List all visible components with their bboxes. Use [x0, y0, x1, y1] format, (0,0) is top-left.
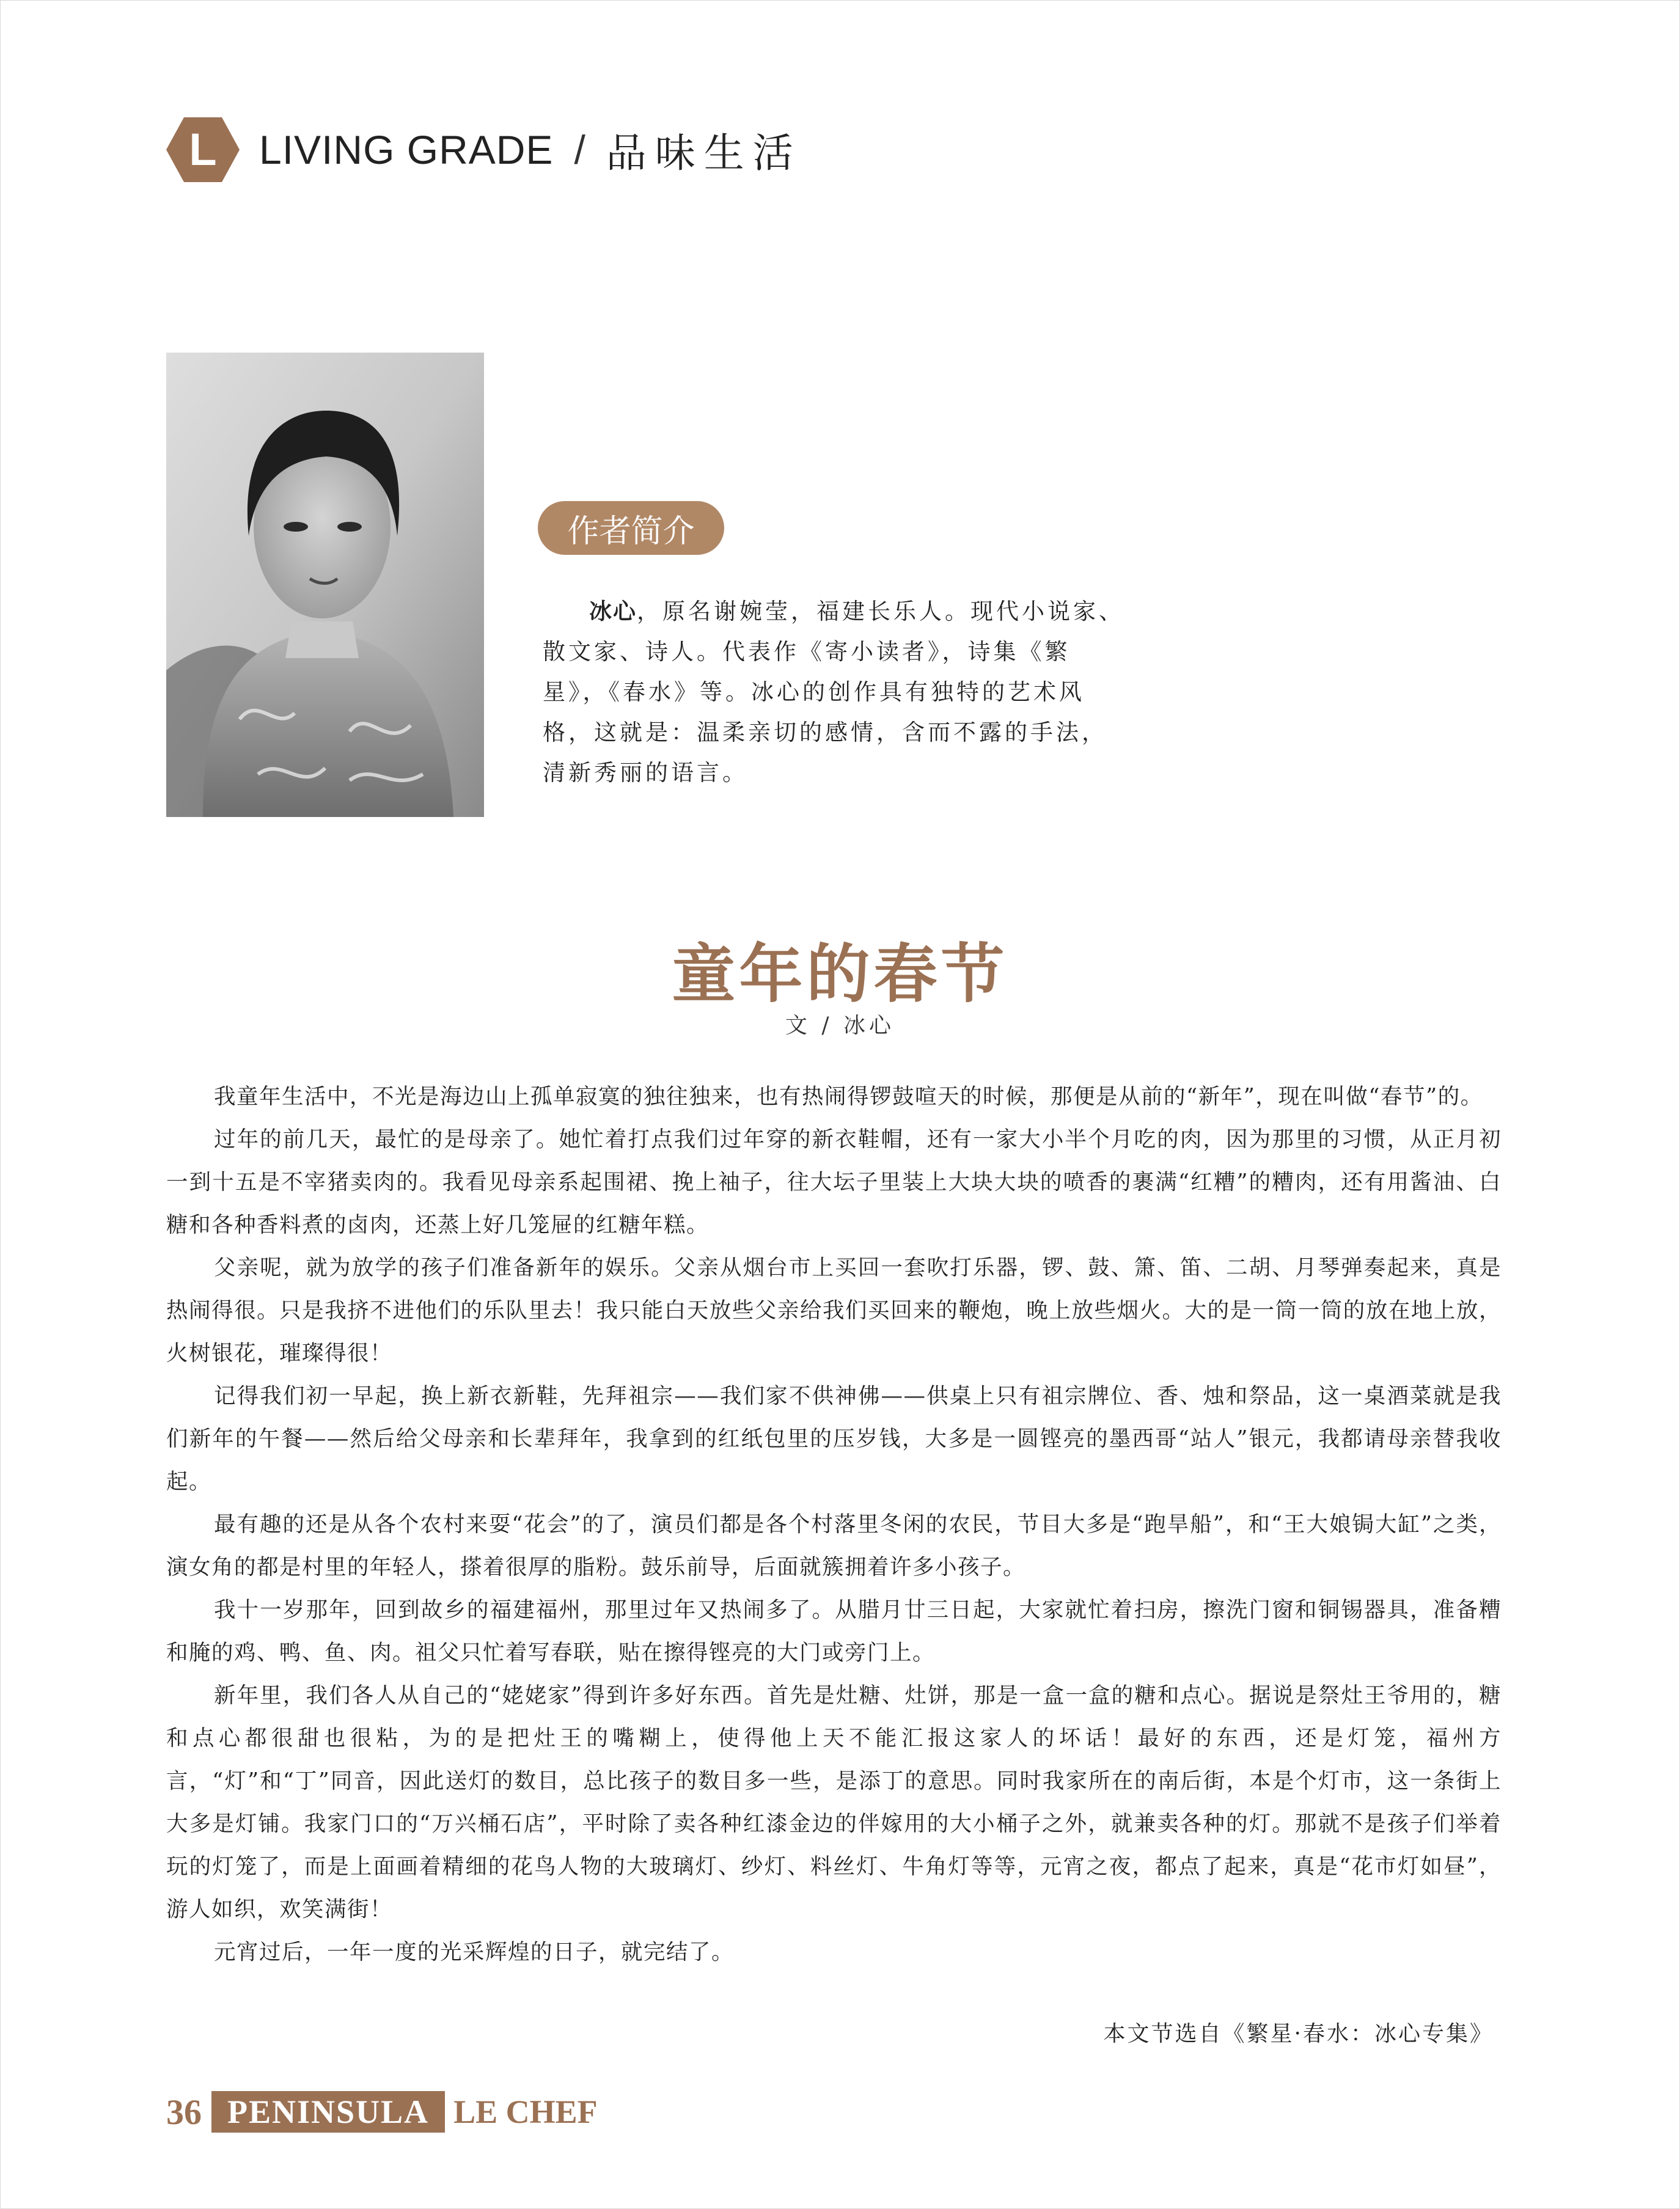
article-paragraph: 过年的前几天，最忙的是母亲了。她忙着打点我们过年穿的新衣鞋帽，还有一家大小半个月吃的肉，因为那里的习惯，从正月初一到十五是不宰猪卖肉的。我看见母亲系起围裙、挽上袖子，往大坛子里装上大块大块的喷香的裹满“红糟”的糟肉，还有用酱油、白糖和各种香料煮的卤肉，还蒸上好几笼屉的红糖年糕。: [166, 1127, 1502, 1237]
page-footer: [166, 2090, 598, 2134]
article-paragraph: 我十一岁那年，回到故乡的福建福州，那里过年又热闹多了。从腊月廿三日起，大家就忙着扫房，擦洗门窗和铜锡器具，准备糟和腌的鸡、鸭、鱼、肉。祖父只忙着写春联，贴在擦得铿亮的大门或旁门上。: [166, 1597, 1502, 1665]
article-source-note: 本文节选自《繁星·春水：冰心专集》: [1103, 2021, 1494, 2046]
section-title-divider: /: [574, 126, 585, 172]
magazine-brand-box: PENINSULA: [211, 2091, 445, 2133]
author-bio: [543, 592, 1129, 793]
author-bio-body: ，原名谢婉莹，福建长乐人。现代小说家、散文家、诗人。代表作《寄小读者》，诗集《繁星》，《春水》等。冰心的创作具有独特的艺术风格，这就是：温柔亲切的感情，含而不露的手法，清新秀丽的语言。: [543, 598, 1124, 786]
article-paragraph: 元宵过后，一年一度的光采辉煌的日子，就完结了。: [214, 1940, 735, 1965]
section-header: [165, 111, 802, 188]
author-portrait-photo: [166, 353, 484, 817]
page-number: 36: [166, 2092, 202, 2132]
article-paragraph: 记得我们初一早起，换上新衣新鞋，先拜祖宗——我们家不供神佛——供桌上只有祖宗牌位、香、烛和祭品，这一桌酒菜就是我们新年的午餐——然后给父母亲和长辈拜年，我拿到的红纸包里的压岁钱，大多是一圆铿亮的墨西哥“站人”银元，我都请母亲替我收起。: [166, 1383, 1502, 1494]
author-intro-tag: 作者简介: [538, 501, 724, 555]
article-paragraph: 最有趣的还是从各个农村来耍“花会”的了，演员们都是各个村落里冬闲的农民，节目大多是“跑旱船”，和“王大娘锔大缸”之类，演女角的都是村里的年轻人，搽着很厚的脂粉。鼓乐前导，后面就簇拥着许多小孩子。: [166, 1512, 1502, 1580]
article-paragraph: 我童年生活中，不光是海边山上孤单寂寞的独往独来，也有热闹得锣鼓喧天的时候，那便是从前的“新年”，现在叫做“春节”的。: [214, 1084, 1483, 1109]
author-name: 冰心: [589, 598, 637, 625]
article-body: [166, 1075, 1502, 1974]
magazine-brand-name: LE CHEF: [453, 2094, 598, 2130]
author-bio-text: [543, 592, 1129, 793]
section-title-en: LIVING GRADE: [259, 126, 554, 172]
article-byline: 文 / 冰心: [785, 1013, 895, 1038]
article-paragraph: 新年里，我们各人从自己的“姥姥家”得到许多好东西。首先是灶糖、灶饼，那是一盒一盒的糖和点心。据说是祭灶王爷用的，糖和点心都很甜也很粘，为的是把灶王的嘴糊上，使得他上天不能汇报这家人的坏话！最好的东西，还是灯笼，福州方言，“灯”和“丁”同音，因此送灯的数目，总比孩子的数目多一些，是添丁的意思。同时我家所在的南后街，本是个灯市，这一条街上大多是灯铺。我家门口的“万兴桶石店”，平时除了卖各种红漆金边的伴嫁用的大小桶子之外，就兼卖各种的灯。那就不是孩子们举着玩的灯笼了，而是上面画着精细的花鸟人物的大玻璃灯、纱灯、料丝灯、牛角灯等等，元宵之夜，都点了起来，真是“花市灯如昼”，游人如织，欢笑满街！: [166, 1683, 1502, 1922]
badge-letter: L: [189, 124, 217, 175]
section-badge-icon: [165, 116, 241, 183]
article-paragraph: 父亲呢，就为放学的孩子们准备新年的娱乐。父亲从烟台市上买回一套吹打乐器，锣、鼓、箫、笛、二胡、月琴弹奏起来，真是热闹得很。只是我挤不进他们的乐队里去！我只能白天放些父亲给我们买回来的鞭炮，晚上放些烟火。大的是一筒一筒的放在地上放，火树银花，璀璨得很！: [166, 1255, 1502, 1366]
article-title: 童年的春节: [672, 936, 1008, 1011]
section-title-cn: 品味生活: [606, 130, 802, 177]
